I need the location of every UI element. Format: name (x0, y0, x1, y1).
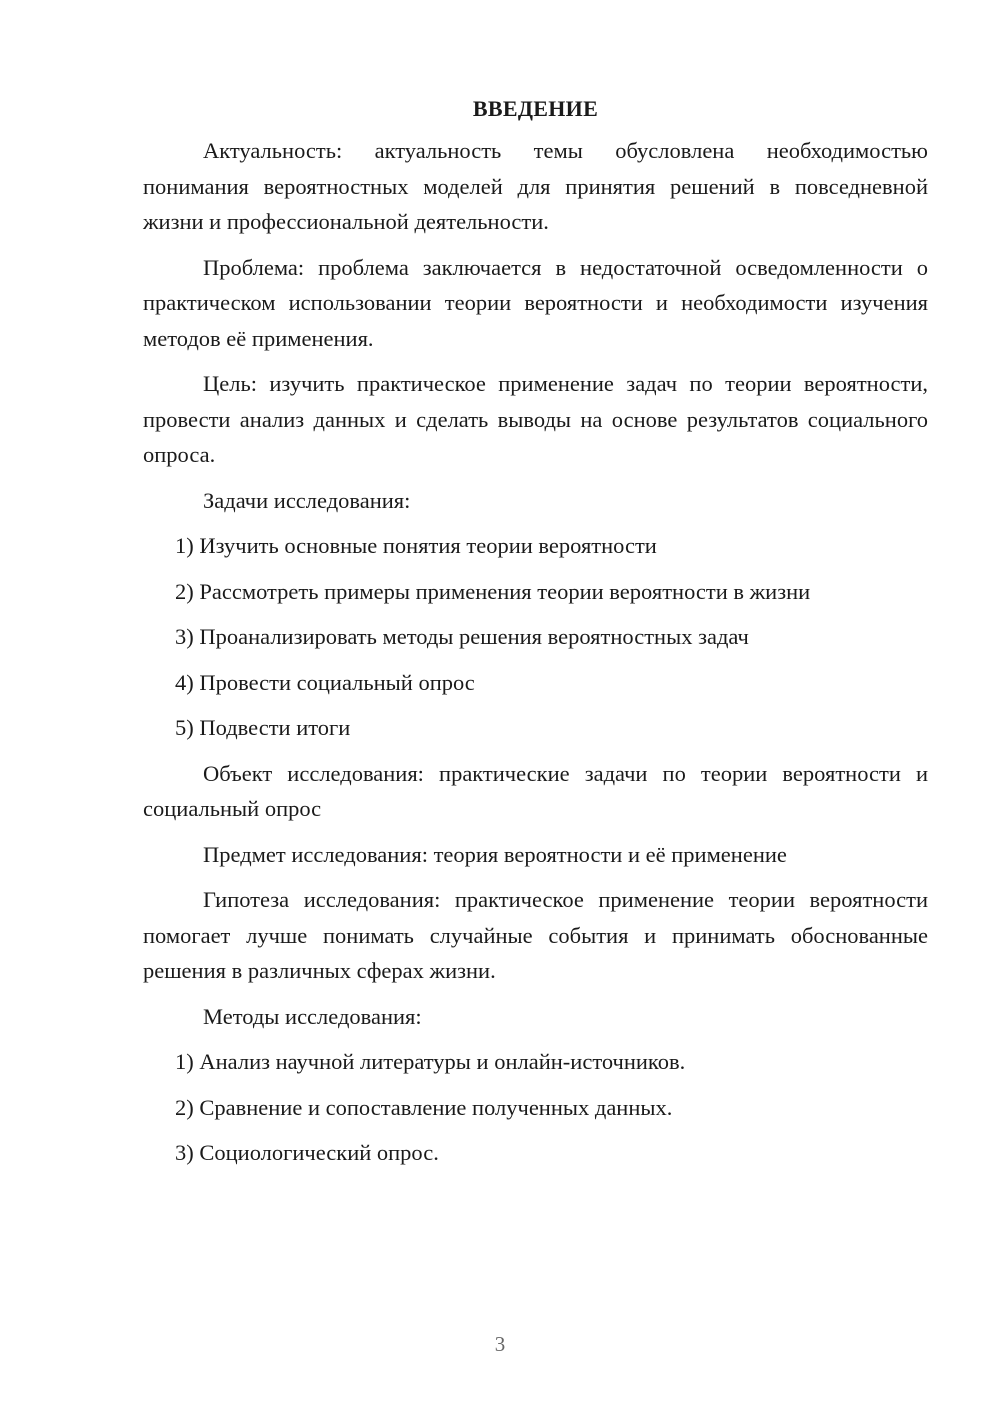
section-title: ВВЕДЕНИЕ (472, 96, 599, 121)
page-number: 3 (494, 1332, 506, 1356)
task-item: 3) Проанализировать методы решения вероятностных задач (175, 624, 749, 649)
method-item: 2) Сравнение и сопоставление полученных данных. (175, 1094, 673, 1120)
relevance-paragraph: Актуальность: актуальность темы обусловлена необходимостью понимания вероятностных моделей для принятия решений в повседневной жизни и профессиональной деятельности. (143, 138, 928, 234)
task-item: 2) Рассмотреть примеры применения теории вероятности в жизни (175, 578, 811, 604)
task-item: 5) Подвести итоги (175, 715, 351, 740)
method-item: 3) Социологический опрос. (175, 1140, 439, 1165)
hypothesis-paragraph: Гипотеза исследования: практическое применение теории вероятности помогает лучше понимать случайные события и принимать обоснованные решения в различных сферах жизни. (143, 887, 928, 983)
methods-heading: Методы исследования: (203, 1003, 422, 1029)
task-item: 1) Изучить основные понятия теории вероятности (175, 533, 657, 558)
tasks-heading: Задачи исследования: (203, 487, 411, 513)
document-page (143, 92, 928, 1181)
method-item: 1) Анализ научной литературы и онлайн-источников. (175, 1049, 686, 1074)
task-item: 4) Провести социальный опрос (175, 669, 475, 695)
problem-paragraph: Проблема: проблема заключается в недостаточной осведомленности о практическом использовании теории вероятности и необходимости изучения методов её применения. (143, 254, 928, 351)
object-paragraph: Объект исследования: практические задачи по теории вероятности и социальный опрос (143, 760, 928, 821)
methods-list (143, 1044, 928, 1171)
tasks-list (143, 528, 928, 746)
subject-paragraph: Предмет исследования: теория вероятности и её применение (203, 841, 787, 867)
goal-paragraph: Цель: изучить практическое применение задач по теории вероятности, провести анализ данных и сделать выводы на основе результатов социального опроса. (143, 371, 928, 467)
